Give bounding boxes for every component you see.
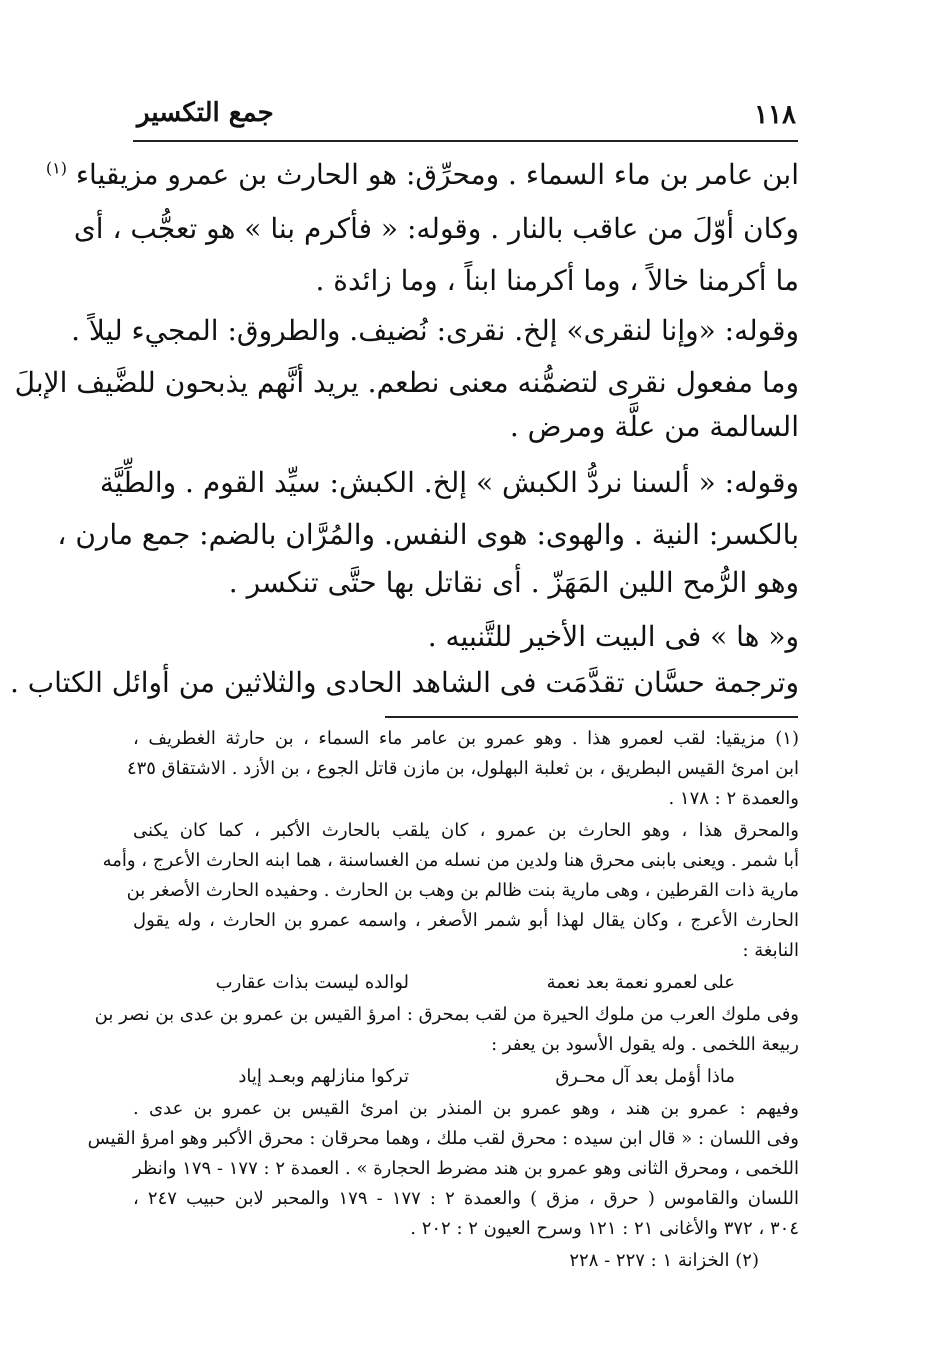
verse-hemistich: لوالده ليست بذات عقارب	[215, 972, 409, 993]
main-line: وقوله: « ألسنا نردُّ الكبش » إلخ. الكبش: سيِّد القوم . والطِّيَّة	[99, 466, 799, 499]
main-line: وما مفعول نقرى لتضمُّنه معنى نطعم. يريد أنَّهم يذبحون للضَّيف الإبلَ	[14, 366, 799, 399]
footnote-line: ٣٠٤ ، ٣٧٢ والأغانى ٢١ : ١٢١ وسرح العيون ٢ : ٢٠٢ .	[410, 1218, 799, 1239]
verse-hemistich: على لعمرو نعمة بعد نعمة	[546, 972, 735, 993]
main-line: وكان أوّلَ من عاقب بالنار . وقوله: « فأكرم بنا » هو تعجُّب ، أى	[73, 212, 799, 245]
main-line: وترجمة حسَّان تقدَّمَت فى الشاهد الحادى والثلاثين من أوائل الكتاب .	[133, 666, 799, 699]
main-line: ما أكرمنا خالاً ، وما أكرمنا ابناً ، وما زائدة .	[315, 264, 799, 297]
verse-hemistich: ماذا أؤمل بعد آل محـرق	[555, 1066, 735, 1087]
footnote-line: وفى ملوك العرب من ملوك الحيرة من لقب بمحرق : امرؤ القيس بن عمرو بن عدى بن نصر بن	[94, 1004, 799, 1025]
main-line: وقوله: «وإنا لنقرى» إلخ. نقرى: نُضيف. والطروق: المجيء ليلاً .	[71, 314, 799, 347]
footnote-line: والمحرق هذا ، وهو الحارث بن عمرو ، كان يلقب بالحارث الأكبر ، كما كان يكنى	[133, 820, 799, 841]
footnote-line: وفيهم : عمرو بن هند ، وهو عمرو بن المنذر بن امرئ القيس بن عمرو بن عدى .	[133, 1098, 799, 1119]
footnote-line: ابن امرئ القيس البطريق ، بن ثعلبة البهلول، بن مازن قاتل الجوع ، بن الأزد . الاشتقاق ٤٣٥	[126, 758, 799, 779]
footnote-line: الحارث الأعرج ، وكان يقال لهذا أبو شمر الأصغر ، واسمه عمرو بن الحارث ، وله يقول	[133, 910, 799, 931]
main-line: السالمة من علَّة ومرض .	[509, 410, 799, 443]
main-line: و« ها » فى البيت الأخير للتَّنبيه .	[427, 620, 799, 653]
footnote-line: ربيعة اللخمى . وله يقول الأسود بن يعفر :	[491, 1034, 799, 1055]
footnote-marker	[0, 667, 1, 686]
main-line: ابن عامر بن ماء السماء . ومحرِّق: هو الحارث بن عمرو مزيقياء $^{(١)}$	[45, 158, 799, 191]
verse-hemistich: تركوا منازلهم وبعـد إياد	[238, 1066, 409, 1087]
main-line: وهو الرُّمح اللين المَهَزّ . أى نقاتل بها حتَّى تنكسر .	[228, 566, 799, 599]
footnote-line: اللسان والقاموس ( حرق ، مزق ) والعمدة ٢ : ١٧٧ - ١٧٩ والمحبر لابن حبيب ٢٤٧ ،	[133, 1188, 799, 1209]
footnote-line: أبا شمر . ويعنى بابنى محرق هنا ولدين من نسله من الغساسنة ، هما ابنه الحارث الأعرج ، وأمه	[102, 850, 799, 871]
footnote-marker: (١)	[45, 158, 67, 178]
footnote-line: (٢) الخزانة ١ : ٢٢٧ - ٢٢٨	[569, 1250, 759, 1271]
footnote-line: (١) مزيقيا: لقب لعمرو هذا . وهو عمرو بن عامر ماء السماء ، بن حارثة الغطريف ،	[133, 728, 799, 749]
running-title: جمع التكسير	[137, 98, 274, 128]
page-number: ١١٨	[754, 100, 796, 130]
footnote-line: والعمدة ٢ : ١٧٨ .	[668, 788, 799, 809]
page-header	[133, 88, 798, 142]
footnote-line: النابغة :	[742, 940, 799, 961]
footnote-rule	[385, 716, 798, 718]
footnote-line: مارية ذات القرطين ، وهى مارية بنت ظالم بن وهب بن الحارث . وحفيده الحارث الأصغر بن	[126, 880, 799, 901]
main-line: بالكسر: النية . والهوى: هوى النفس. والمُرَّان بالضم: جمع مارن ،	[57, 518, 799, 551]
footnote-line: اللخمى ، ومحرق الثانى وهو عمرو بن هند مضرط الحجارة » . العمدة ٢ : ١٧٧ - ١٧٩ وانظر	[133, 1158, 800, 1179]
footnote-line: وفى اللسان : « قال ابن سيده : محرق لقب ملك ، وهما محرقان : محرق الأكبر وهو امرؤ القيس	[87, 1128, 799, 1149]
